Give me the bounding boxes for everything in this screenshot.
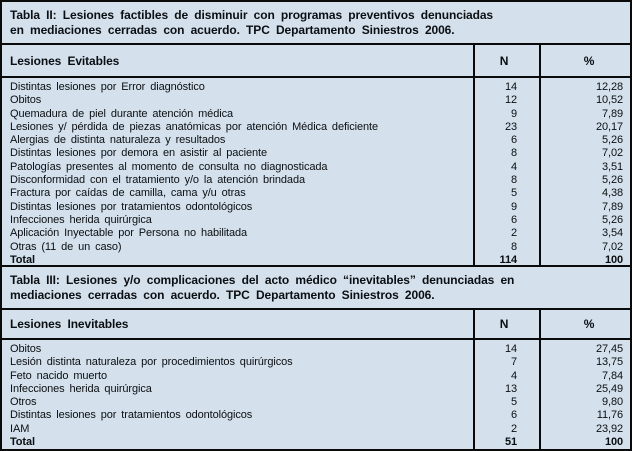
- table-row: [2, 254, 630, 267]
- row-n-value: 6: [510, 409, 517, 422]
- row-n-value: 6: [510, 134, 517, 147]
- table-row: [2, 436, 630, 449]
- table-row: [2, 227, 630, 240]
- row-label: Distintas lesiones por demora en asistir al paciente: [10, 147, 268, 160]
- row-n-value: 23: [504, 120, 517, 133]
- row-pct-value: 4,38: [601, 187, 623, 200]
- row-n-value: 12: [504, 94, 517, 107]
- row-n-value: 2: [510, 422, 517, 435]
- row-label: Distintas lesiones por Error diagnóstico: [10, 81, 205, 93]
- tabla-iii-header-n: N: [499, 317, 509, 331]
- row-n-value: 4: [510, 160, 517, 173]
- tabla-ii-header-row: [2, 45, 630, 76]
- row-label: Alergias de distinta naturaleza y resultados: [10, 134, 226, 147]
- row-label: Lesión distinta naturaleza por procedimientos quirúrgicos: [10, 356, 293, 369]
- row-pct-value: 11,76: [596, 409, 623, 422]
- row-label: IAM: [10, 422, 30, 435]
- table-row: [2, 161, 630, 174]
- tabla-iii-title-line-1: Tabla III: Lesiones y/o complicaciones del acto médico “inevitables” denunciadas en: [10, 273, 515, 287]
- tabla-iii-header-row: [2, 310, 630, 338]
- tabla-iii: [2, 310, 630, 449]
- table-row: [2, 396, 630, 409]
- row-label: Total: [10, 253, 35, 266]
- row-n-value: 14: [504, 343, 517, 355]
- row-pct-value: 7,02: [601, 240, 623, 253]
- row-pct-value: 7,89: [601, 107, 623, 120]
- row-pct-value: 100: [604, 253, 623, 266]
- row-pct-value: 100: [604, 436, 623, 449]
- table-row: [2, 81, 630, 94]
- tabla-iii-body: [2, 340, 630, 449]
- tabla-iii-header-label: Lesiones Inevitables: [10, 317, 129, 331]
- row-label: Patologías presentes al momento de consulta no diagnosticada: [10, 160, 328, 173]
- row-pct-value: 20,17: [595, 120, 623, 133]
- table-row: [2, 356, 630, 369]
- table-row: [2, 134, 630, 147]
- row-pct-value: 5,26: [601, 134, 623, 147]
- row-pct-value: 7,84: [601, 369, 623, 382]
- table-row: [2, 108, 630, 121]
- row-n-value: 5: [510, 187, 517, 200]
- row-pct-value: 10,52: [595, 94, 623, 107]
- row-pct-value: 12,28: [595, 81, 623, 93]
- row-n-value: 2: [510, 227, 517, 240]
- row-label: Obitos: [10, 94, 42, 107]
- column-divider: [539, 310, 541, 449]
- table-row: [2, 121, 630, 134]
- row-pct-value: 5,26: [601, 213, 623, 226]
- row-label: Lesiones y/ pérdida de piezas anatómicas por atención Médica deficiente: [10, 120, 379, 133]
- tabla-iii-title-line-2: mediaciones cerradas con acuerdo. TPC Departamento Siniestros 2006.: [10, 288, 435, 302]
- row-label: Feto nacido muerto: [10, 369, 107, 382]
- row-pct-value: 5,26: [601, 174, 623, 187]
- column-divider: [473, 310, 475, 449]
- row-label: Disconformidad con el tratamiento y/o la atención brindada: [10, 174, 305, 187]
- column-divider: [473, 45, 475, 265]
- row-label: Distintas lesiones por tratamientos odontológicos: [10, 409, 253, 422]
- table-row: [2, 147, 630, 160]
- row-label: Fractura por caídas de camilla, cama y/u otras: [10, 187, 246, 200]
- row-label: Infecciones herida quirúrgica: [10, 213, 152, 226]
- row-label: Aplicación Inyectable por Persona no habilitada: [10, 227, 248, 240]
- row-n-value: 8: [510, 147, 517, 160]
- row-n-value: 7: [510, 356, 517, 369]
- table-row: [2, 94, 630, 107]
- row-n-value: 5: [510, 396, 517, 409]
- row-label: Total: [10, 436, 35, 449]
- row-pct-value: 3,51: [601, 160, 623, 173]
- row-pct-value: 13,75: [595, 356, 623, 369]
- row-pct-value: 7,89: [601, 200, 623, 213]
- row-n-value: 8: [510, 174, 517, 187]
- row-pct-value: 23,92: [595, 422, 623, 435]
- row-pct-value: 9,80: [601, 396, 623, 409]
- row-n-value: 8: [510, 240, 517, 253]
- row-label: Distintas lesiones por tratamientos odontológicos: [10, 200, 253, 213]
- row-n-value: 9: [510, 200, 517, 213]
- tabla-ii-header-pct: %: [583, 53, 595, 68]
- tabla-ii-header-n: N: [499, 53, 509, 68]
- table-row: [2, 423, 630, 436]
- row-label: Otras (11 de un caso): [10, 240, 122, 253]
- tabla-iii-header-pct: %: [583, 317, 595, 331]
- row-label: Obitos: [10, 343, 42, 355]
- row-pct-value: 25,49: [595, 382, 623, 395]
- row-n-value: 114: [499, 253, 517, 266]
- table-row: [2, 201, 630, 214]
- row-n-value: 13: [504, 382, 517, 395]
- table-row: [2, 383, 630, 396]
- row-label: Quemadura de piel durante atención médica: [10, 107, 233, 120]
- table-row: [2, 187, 630, 200]
- table-row: [2, 343, 630, 356]
- tabla-ii-title: [2, 2, 630, 43]
- row-n-value: 14: [504, 81, 517, 93]
- row-n-value: 9: [510, 107, 517, 120]
- row-n-value: 4: [510, 369, 517, 382]
- row-label: Infecciones herida quirúrgica: [10, 382, 152, 395]
- tabla-ii-body: [2, 78, 630, 265]
- tabla-ii-title-line-2: en mediaciones cerradas con acuerdo. TPC Departamento Siniestros 2006.: [10, 23, 455, 37]
- tabla-iii-title: [2, 267, 630, 308]
- column-divider: [539, 45, 541, 265]
- row-n-value: 6: [510, 213, 517, 226]
- row-label: Otros: [10, 396, 37, 409]
- tabla-ii-header-label: Lesiones Evitables: [10, 53, 120, 68]
- row-n-value: 51: [504, 436, 517, 449]
- tabla-ii: [2, 45, 630, 265]
- tabla-ii-title-line-1: Tabla II: Lesiones factibles de disminuir con programas preventivos denunciadas: [10, 8, 494, 22]
- row-pct-value: 3,54: [601, 227, 623, 240]
- row-pct-value: 7,02: [601, 147, 623, 160]
- table-row: [2, 409, 630, 422]
- row-pct-value: 27,45: [595, 343, 623, 355]
- table-row: [2, 370, 630, 383]
- table-row: [2, 214, 630, 227]
- table-row: [2, 241, 630, 254]
- table-row: [2, 174, 630, 187]
